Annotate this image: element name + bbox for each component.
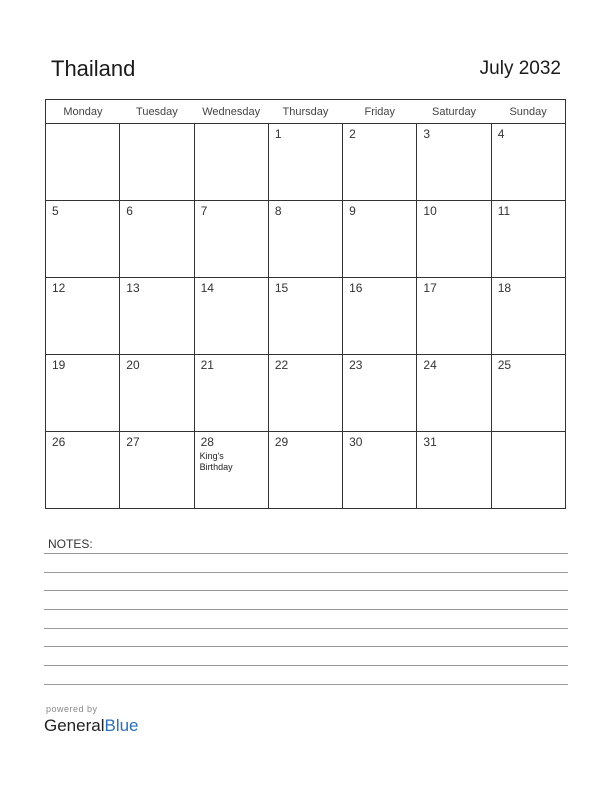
weekday-tuesday: Tuesday [120,100,194,124]
day-cell [120,432,194,509]
day-number: 4 [497,127,505,141]
week-row [46,201,566,278]
day-number: 5 [52,204,59,218]
day-cell [417,355,491,432]
day-number: 7 [200,204,208,218]
day-cell [46,124,120,201]
calendar-body [46,124,566,509]
day-cell [194,124,268,201]
day-cell [491,201,565,278]
week-row [46,432,566,509]
day-cell [268,124,342,201]
day-number: 21 [200,358,214,372]
day-number: 6 [126,204,133,218]
day-cell [46,201,120,278]
day-cell [46,432,120,509]
notes-line [44,684,568,685]
day-cell [194,432,268,509]
day-number: 9 [349,204,356,218]
day-cell [417,201,491,278]
day-cell [268,278,342,355]
day-number: 8 [274,204,282,218]
day-cell [194,355,268,432]
day-cell [417,432,491,509]
day-cell [491,355,565,432]
week-row [46,124,566,201]
notes-line [44,646,568,647]
day-cell [343,124,417,201]
weekday-monday: Monday [46,100,120,124]
day-cell [46,278,120,355]
notes-label: NOTES: [48,537,93,551]
notes-line [44,609,568,610]
day-cell [120,278,194,355]
brand-general: General [44,716,105,735]
weekday-wednesday: Wednesday [194,100,268,124]
weekday-sunday: Sunday [491,100,565,124]
day-number: 14 [200,281,214,295]
brand-blue: Blue [104,716,139,735]
day-number: 26 [52,435,66,449]
day-cell [417,124,491,201]
day-cell [343,432,417,509]
month-year-title: July 2032 [479,58,561,79]
day-number: 18 [497,281,512,295]
powered-by-text: powered by [46,704,98,714]
day-number: 24 [423,358,437,372]
day-number: 30 [349,435,363,449]
day-number: 3 [423,127,431,141]
weekday-header-row [46,100,566,124]
day-cell [417,278,491,355]
day-cell [343,201,417,278]
day-number: 22 [274,358,289,372]
day-number: 1 [274,127,282,141]
calendar-grid [45,99,566,509]
notes-line [44,628,568,629]
day-number: 10 [423,204,437,218]
country-title: Thailand [51,56,136,81]
day-cell [343,355,417,432]
holiday-event: King's Birthday [199,451,233,472]
day-number: 28 [200,435,214,449]
day-cell [46,355,120,432]
day-number: 25 [497,358,512,372]
day-number: 20 [126,358,140,372]
day-number: 19 [52,358,66,372]
day-number: 16 [349,281,363,295]
day-cell [491,278,565,355]
day-cell [491,124,565,201]
weekday-friday: Friday [343,100,417,124]
day-number: 27 [126,435,140,449]
weekday-thursday: Thursday [268,100,342,124]
day-cell [120,124,194,201]
week-row [46,278,566,355]
notes-line [44,665,568,666]
day-number: 2 [349,127,356,141]
day-cell [491,432,565,509]
day-cell [343,278,417,355]
day-cell [120,355,194,432]
day-number: 23 [349,358,363,372]
day-number: 15 [274,281,289,295]
notes-line [44,553,568,554]
day-number: 12 [52,281,66,295]
week-row [46,355,566,432]
day-number: 13 [126,281,140,295]
notes-line [44,590,568,591]
day-cell [268,355,342,432]
day-number: 29 [274,435,289,449]
day-cell [268,432,342,509]
day-cell [268,201,342,278]
day-number: 31 [423,435,437,449]
day-number: 11 [497,204,511,218]
day-cell [194,278,268,355]
brand-logo [44,716,139,736]
day-cell [120,201,194,278]
weekday-saturday: Saturday [417,100,491,124]
day-number: 17 [423,281,437,295]
notes-line [44,572,568,573]
day-cell [194,201,268,278]
